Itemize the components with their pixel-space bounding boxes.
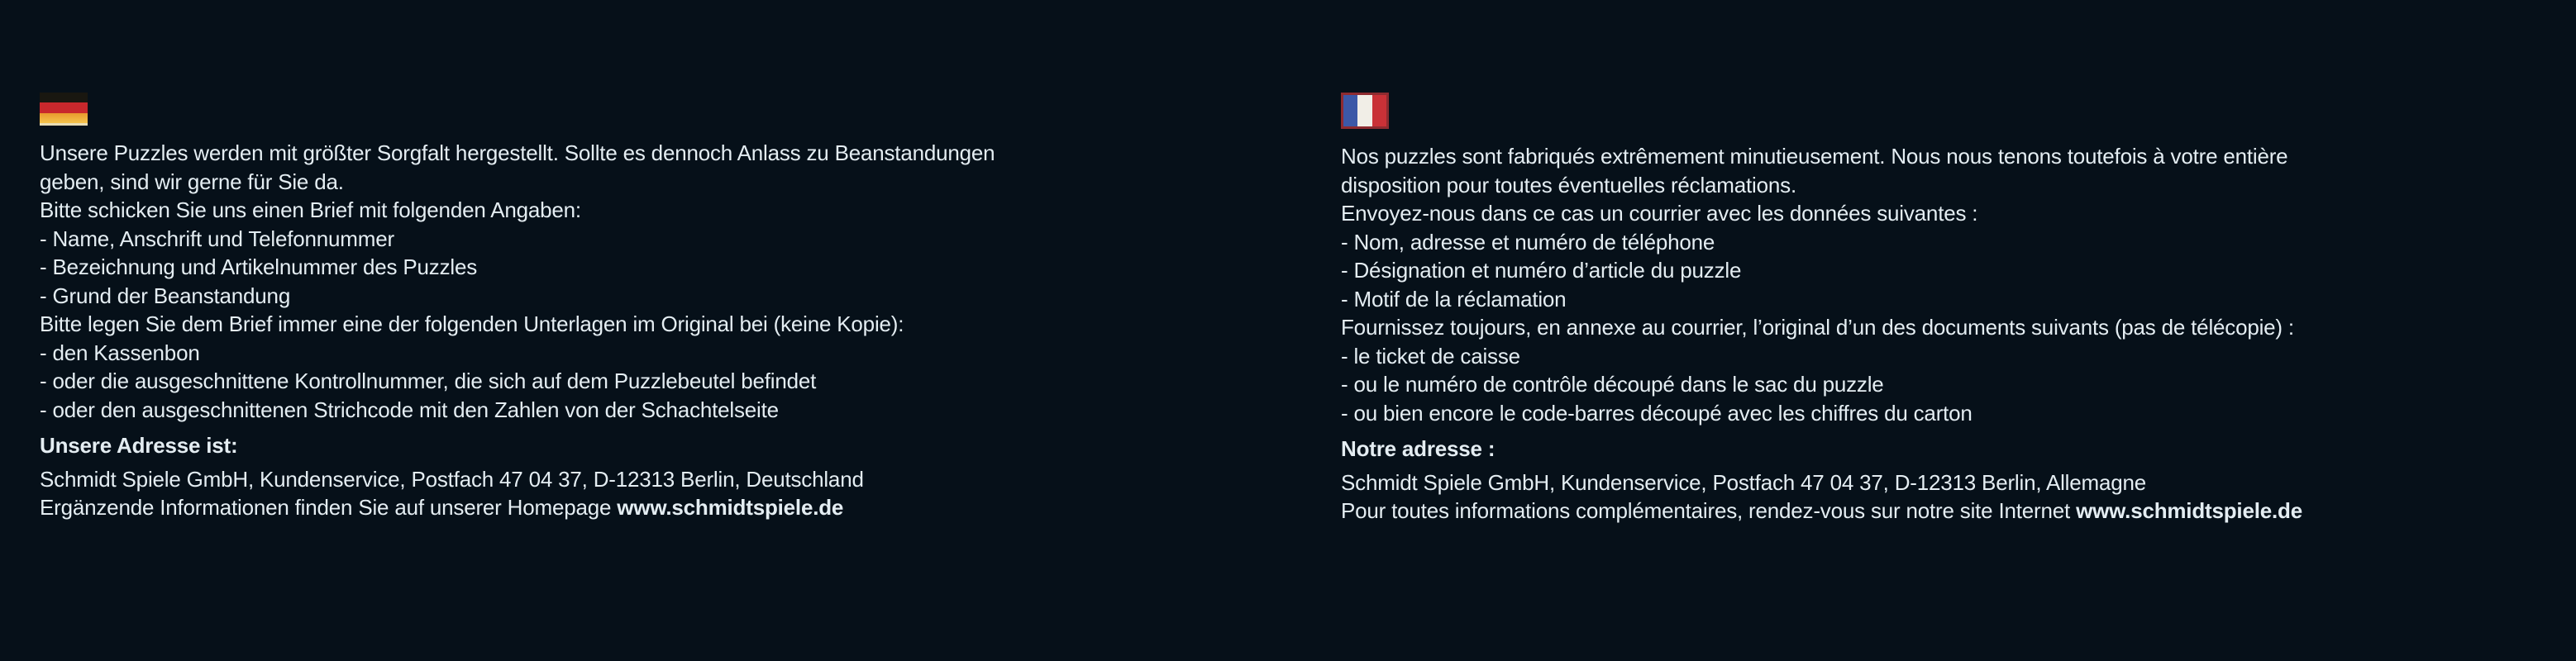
germany-flag-icon <box>40 93 88 126</box>
france-flag-white-stripe <box>1357 95 1371 126</box>
french-list-item: - Motif de la réclamation <box>1341 286 1567 311</box>
germany-flag-red-stripe <box>40 102 88 112</box>
germany-flag-black-stripe <box>40 93 88 102</box>
german-text-line: geben, sind wir gerne für Sie da. <box>40 169 344 194</box>
german-homepage-url: www.schmidtspiele.de <box>617 495 844 520</box>
france-flag-blue-stripe <box>1343 95 1357 126</box>
france-flag-red-stripe <box>1372 95 1386 126</box>
german-list-item: - Name, Anschrift und Telefonnummer <box>40 226 394 251</box>
french-homepage-url: www.schmidtspiele.de <box>2076 498 2302 523</box>
french-list-item: - ou le numéro de contrôle découpé dans le sac du puzzle <box>1341 372 1884 397</box>
french-address-heading: Notre adresse : <box>1341 436 1496 461</box>
france-flag-icon <box>1341 93 1389 129</box>
german-list-item: - oder den ausgeschnittenen Strichcode mit den Zahlen von der Schachtelseite <box>40 397 779 422</box>
german-list-item: - oder die ausgeschnittene Kontrollnummer, die sich auf dem Puzzlebeutel befindet <box>40 369 817 393</box>
french-text-line: Envoyez-nous dans ce cas un courrier avec les données suivantes : <box>1341 201 1978 226</box>
french-text-line: Nos puzzles sont fabriqués extrêmement minutieusement. Nous nous tenons toutefois à votre entière <box>1341 144 2288 169</box>
german-homepage-line <box>40 493 1263 522</box>
french-list-item: - Désignation et numéro d’article du puzzle <box>1341 258 1742 283</box>
german-text-line: Bitte legen Sie dem Brief immer eine der folgenden Unterlagen im Original bei (keine Kopie): <box>40 311 904 336</box>
german-address-line: Schmidt Spiele GmbH, Kundenservice, Postfach 47 04 37, D-12313 Berlin, Deutschland <box>40 466 864 492</box>
french-homepage-prefix: Pour toutes informations complémentaires, rendez-vous sur notre site Internet <box>1341 498 2077 523</box>
info-panel-german <box>40 93 1263 522</box>
french-list-item: - le ticket de caisse <box>1341 343 1520 369</box>
info-panel-french <box>1341 93 2564 525</box>
germany-flag-gold-stripe <box>40 113 88 123</box>
german-list-item: - Grund der Beanstandung <box>40 283 291 308</box>
german-address-heading: Unsere Adresse ist: <box>40 433 238 458</box>
french-text-line: Fournissez toujours, en annexe au courrier, l’original d’un des documents suivants (pas de télécopie) : <box>1341 315 2294 340</box>
french-list-item: - ou bien encore le code-barres découpé avec les chiffres du carton <box>1341 400 1973 426</box>
german-text-line: Unsere Puzzles werden mit größter Sorgfalt hergestellt. Sollte es dennoch Anlass zu Beanstandungen <box>40 140 995 165</box>
german-list-item: - den Kassenbon <box>40 340 200 365</box>
french-address-line: Schmidt Spiele GmbH, Kundenservice, Postfach 47 04 37, D-12313 Berlin, Allemagne <box>1341 469 2146 495</box>
french-text-line: disposition pour toutes éventuelles réclamations. <box>1341 172 1796 197</box>
german-list-item: - Bezeichnung und Artikelnummer des Puzzles <box>40 254 478 279</box>
german-homepage-prefix: Ergänzende Informationen finden Sie auf unserer Homepage <box>40 495 618 520</box>
german-text-line: Bitte schicken Sie uns einen Brief mit folgenden Angaben: <box>40 197 581 222</box>
french-list-item: - Nom, adresse et numéro de téléphone <box>1341 229 1715 254</box>
french-homepage-line <box>1341 497 2564 525</box>
